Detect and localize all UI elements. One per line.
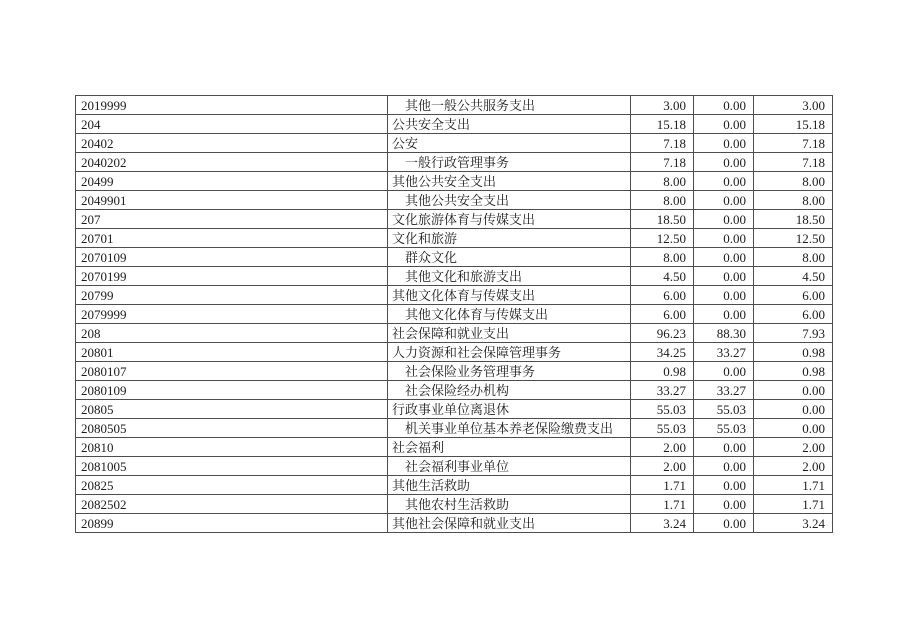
amount-cell: 0.00 <box>694 96 754 115</box>
amount-cell: 0.00 <box>694 115 754 134</box>
function-code-cell: 2080109 <box>76 381 388 400</box>
amount-cell: 0.00 <box>694 476 754 495</box>
function-code-cell: 2081005 <box>76 457 388 476</box>
table-row <box>76 324 833 343</box>
amount-cell: 12.50 <box>631 229 694 248</box>
table-row <box>76 191 833 210</box>
amount-cell: 0.00 <box>694 248 754 267</box>
function-code-cell: 2080107 <box>76 362 388 381</box>
amount-cell: 8.00 <box>631 172 694 191</box>
amount-cell: 88.30 <box>694 324 754 343</box>
amount-cell: 55.03 <box>694 419 754 438</box>
function-code-cell: 2049901 <box>76 191 388 210</box>
function-name-cell: 文化和旅游 <box>388 229 631 248</box>
amount-cell: 96.23 <box>631 324 694 343</box>
amount-cell: 0.00 <box>694 191 754 210</box>
table-row <box>76 267 833 286</box>
amount-cell: 3.24 <box>754 514 833 533</box>
table-row <box>76 134 833 153</box>
amount-cell: 12.50 <box>754 229 833 248</box>
function-name-cell: 群众文化 <box>388 248 631 267</box>
table-row <box>76 115 833 134</box>
amount-cell: 33.27 <box>631 381 694 400</box>
amount-cell: 0.00 <box>754 419 833 438</box>
function-code-cell: 20810 <box>76 438 388 457</box>
amount-cell: 4.50 <box>754 267 833 286</box>
table-row <box>76 153 833 172</box>
function-code-cell: 2070109 <box>76 248 388 267</box>
amount-cell: 33.27 <box>694 343 754 362</box>
function-name-cell: 其他文化和旅游支出 <box>388 267 631 286</box>
table-row <box>76 172 833 191</box>
amount-cell: 2.00 <box>754 438 833 457</box>
table-row <box>76 305 833 324</box>
amount-cell: 6.00 <box>631 286 694 305</box>
function-name-cell: 社会保险经办机构 <box>388 381 631 400</box>
amount-cell: 1.71 <box>754 495 833 514</box>
amount-cell: 0.00 <box>694 172 754 191</box>
amount-cell: 0.00 <box>694 305 754 324</box>
function-code-cell: 20799 <box>76 286 388 305</box>
budget-table-body <box>76 96 833 533</box>
function-code-cell: 2082502 <box>76 495 388 514</box>
function-code-cell: 20825 <box>76 476 388 495</box>
function-name-cell: 机关事业单位基本养老保险缴费支出 <box>388 419 631 438</box>
amount-cell: 0.00 <box>694 153 754 172</box>
table-row <box>76 381 833 400</box>
amount-cell: 1.71 <box>631 495 694 514</box>
amount-cell: 33.27 <box>694 381 754 400</box>
function-name-cell: 文化旅游体育与传媒支出 <box>388 210 631 229</box>
function-name-cell: 其他公共安全支出 <box>388 172 631 191</box>
amount-cell: 55.03 <box>631 400 694 419</box>
function-name-cell: 公安 <box>388 134 631 153</box>
amount-cell: 6.00 <box>754 305 833 324</box>
amount-cell: 0.00 <box>694 134 754 153</box>
amount-cell: 8.00 <box>631 191 694 210</box>
amount-cell: 8.00 <box>754 191 833 210</box>
function-name-cell: 行政事业单位离退休 <box>388 400 631 419</box>
function-name-cell: 公共安全支出 <box>388 115 631 134</box>
amount-cell: 6.00 <box>631 305 694 324</box>
function-code-cell: 2070199 <box>76 267 388 286</box>
amount-cell: 0.98 <box>631 362 694 381</box>
amount-cell: 3.24 <box>631 514 694 533</box>
function-name-cell: 社会福利事业单位 <box>388 457 631 476</box>
function-name-cell: 社会保险业务管理事务 <box>388 362 631 381</box>
amount-cell: 8.00 <box>631 248 694 267</box>
table-row <box>76 476 833 495</box>
function-code-cell: 20701 <box>76 229 388 248</box>
function-code-cell: 2080505 <box>76 419 388 438</box>
function-name-cell: 其他农村生活救助 <box>388 495 631 514</box>
function-name-cell: 人力资源和社会保障管理事务 <box>388 343 631 362</box>
function-code-cell: 20801 <box>76 343 388 362</box>
table-row <box>76 457 833 476</box>
table-row <box>76 248 833 267</box>
amount-cell: 0.00 <box>694 229 754 248</box>
function-name-cell: 其他文化体育与传媒支出 <box>388 286 631 305</box>
amount-cell: 0.98 <box>754 362 833 381</box>
function-code-cell: 2079999 <box>76 305 388 324</box>
function-code-cell: 204 <box>76 115 388 134</box>
table-row <box>76 495 833 514</box>
amount-cell: 8.00 <box>754 172 833 191</box>
amount-cell: 7.18 <box>754 134 833 153</box>
budget-table-container <box>75 95 832 533</box>
function-code-cell: 20402 <box>76 134 388 153</box>
function-name-cell: 其他公共安全支出 <box>388 191 631 210</box>
function-code-cell: 20499 <box>76 172 388 191</box>
function-name-cell: 其他一般公共服务支出 <box>388 96 631 115</box>
amount-cell: 3.00 <box>631 96 694 115</box>
table-row <box>76 400 833 419</box>
amount-cell: 0.00 <box>694 438 754 457</box>
amount-cell: 34.25 <box>631 343 694 362</box>
amount-cell: 2.00 <box>631 438 694 457</box>
amount-cell: 15.18 <box>754 115 833 134</box>
function-code-cell: 2019999 <box>76 96 388 115</box>
amount-cell: 4.50 <box>631 267 694 286</box>
function-name-cell: 社会保障和就业支出 <box>388 324 631 343</box>
table-row <box>76 229 833 248</box>
amount-cell: 15.18 <box>631 115 694 134</box>
function-name-cell: 一般行政管理事务 <box>388 153 631 172</box>
amount-cell: 0.00 <box>694 267 754 286</box>
function-code-cell: 20805 <box>76 400 388 419</box>
amount-cell: 6.00 <box>754 286 833 305</box>
amount-cell: 7.18 <box>631 134 694 153</box>
function-code-cell: 2040202 <box>76 153 388 172</box>
amount-cell: 3.00 <box>754 96 833 115</box>
function-code-cell: 207 <box>76 210 388 229</box>
amount-cell: 0.00 <box>694 457 754 476</box>
table-row <box>76 438 833 457</box>
amount-cell: 55.03 <box>694 400 754 419</box>
amount-cell: 0.98 <box>754 343 833 362</box>
budget-table <box>75 95 833 533</box>
amount-cell: 1.71 <box>754 476 833 495</box>
amount-cell: 0.00 <box>754 400 833 419</box>
table-row <box>76 343 833 362</box>
amount-cell: 7.18 <box>631 153 694 172</box>
function-name-cell: 其他文化体育与传媒支出 <box>388 305 631 324</box>
table-row <box>76 96 833 115</box>
table-row <box>76 514 833 533</box>
amount-cell: 0.00 <box>694 362 754 381</box>
function-name-cell: 其他社会保障和就业支出 <box>388 514 631 533</box>
function-name-cell: 社会福利 <box>388 438 631 457</box>
function-code-cell: 208 <box>76 324 388 343</box>
amount-cell: 1.71 <box>631 476 694 495</box>
amount-cell: 0.00 <box>694 210 754 229</box>
amount-cell: 18.50 <box>631 210 694 229</box>
amount-cell: 0.00 <box>694 514 754 533</box>
amount-cell: 8.00 <box>754 248 833 267</box>
amount-cell: 0.00 <box>694 286 754 305</box>
table-row <box>76 210 833 229</box>
amount-cell: 55.03 <box>631 419 694 438</box>
amount-cell: 0.00 <box>754 381 833 400</box>
amount-cell: 7.93 <box>754 324 833 343</box>
function-code-cell: 20899 <box>76 514 388 533</box>
amount-cell: 7.18 <box>754 153 833 172</box>
table-row <box>76 286 833 305</box>
amount-cell: 2.00 <box>631 457 694 476</box>
table-row <box>76 362 833 381</box>
amount-cell: 18.50 <box>754 210 833 229</box>
table-row <box>76 419 833 438</box>
amount-cell: 2.00 <box>754 457 833 476</box>
amount-cell: 0.00 <box>694 495 754 514</box>
function-name-cell: 其他生活救助 <box>388 476 631 495</box>
